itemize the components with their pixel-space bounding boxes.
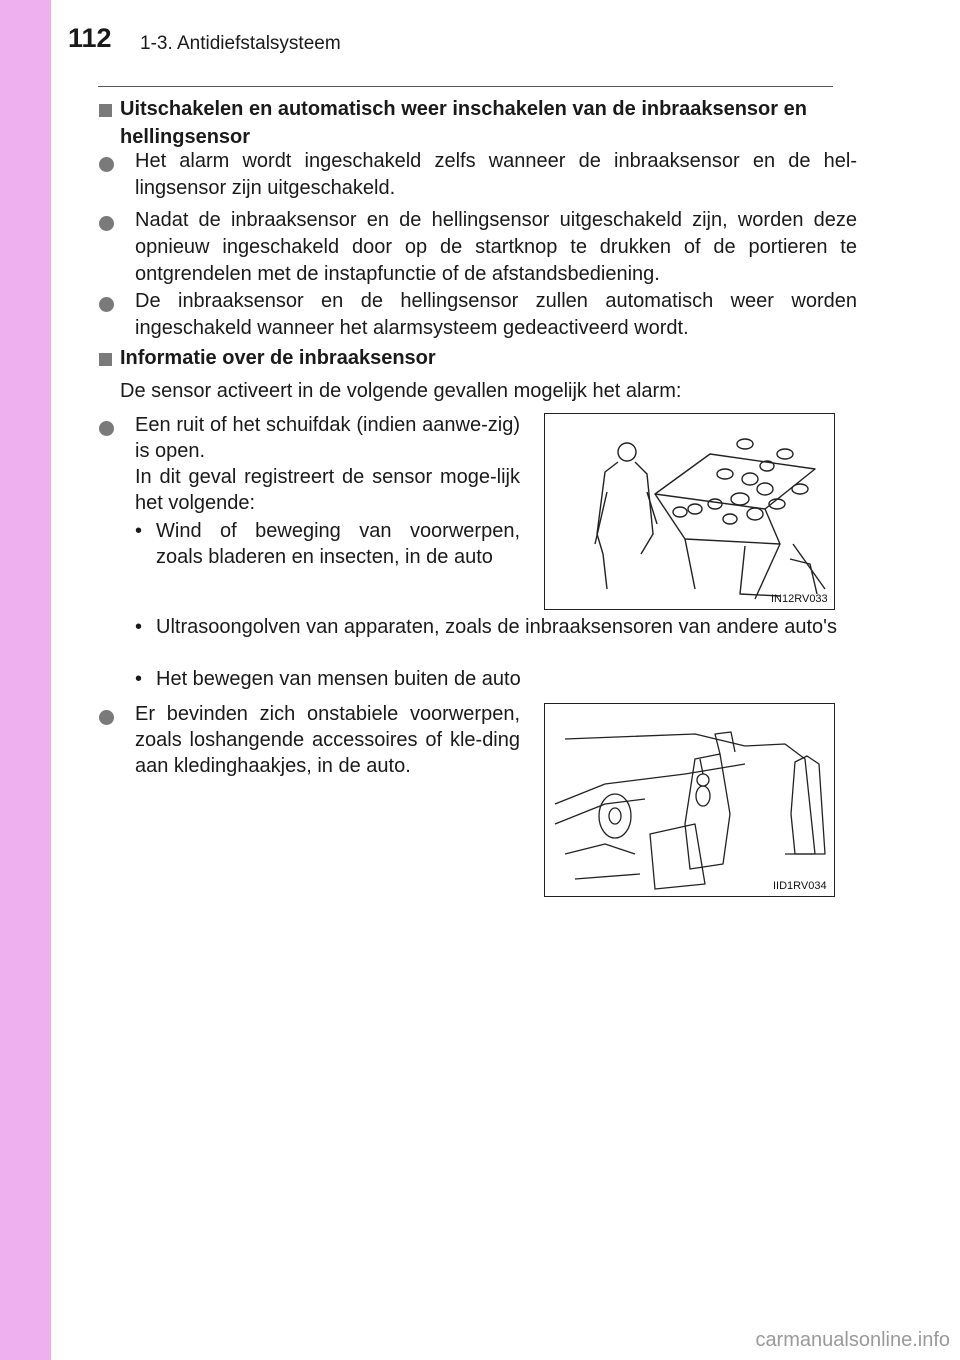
dot-bullet-icon: • (135, 520, 143, 542)
section-intro: De sensor activeert in de volgende gevallen mogelijk het alarm: (120, 380, 682, 402)
round-bullet-icon (99, 421, 114, 436)
sub-item-text: Wind of beweging van voorwerpen, zoals bladeren en insecten, in de auto (156, 520, 520, 568)
sub-list-item (135, 614, 857, 641)
sub-item-text: Het bewegen van mensen buiten de auto (156, 668, 521, 690)
list-item: Er bevinden zich onstabiele voorwerpen, zoals loshangende accessoires of kle-ding aan kledinghaakjes, in de auto. (135, 703, 520, 777)
section-title: 1-3. Antidiefstalsysteem (140, 33, 341, 54)
figure-code: IN12RV033 (771, 593, 828, 605)
square-bullet-icon (99, 104, 112, 117)
round-bullet-icon (99, 216, 114, 231)
dot-bullet-icon: • (135, 668, 143, 690)
square-bullet-icon (99, 353, 112, 366)
section-heading: Informatie over de inbraaksensor (120, 347, 436, 369)
round-bullet-icon (99, 157, 114, 172)
watermark: carmanualsonline.info (755, 1329, 950, 1351)
sub-list-item (135, 518, 520, 570)
list-item: Het alarm wordt ingeschakeld zelfs wanneer de inbraaksensor en de hel-lingsensor zijn uitgeschakeld. (135, 150, 857, 199)
round-bullet-icon (99, 297, 114, 312)
page-number: 112 (68, 23, 112, 53)
figure-code: IID1RV034 (773, 880, 827, 892)
chapter-tab-strip (0, 0, 51, 1360)
section-heading: Uitschakelen en automatisch weer inschakelen van de inbraaksensor en hellingsensor (120, 98, 807, 148)
list-item: De inbraaksensor en de hellingsensor zullen automatisch weer worden ingeschakeld wanneer het alarmsysteem gedeactiveerd wordt. (135, 290, 857, 339)
header-divider (98, 86, 833, 87)
list-item: Een ruit of het schuifdak (indien aanwe-zig) is open. (135, 414, 520, 462)
sub-list-item (135, 666, 857, 693)
leaves-on-roof-illustration (545, 414, 834, 609)
list-item: Nadat de inbraaksensor en de hellingsensor uitgeschakeld zijn, worden deze opnieuw ingeschakeld door op de startknop te drukken of de portieren te ontgrendelen met de instapfunctie of de afstandsbediening. (135, 209, 857, 285)
car-interior-illustration (545, 704, 834, 896)
sub-item-text: Ultrasoongolven van apparaten, zoals de inbraaksensoren van andere auto's (156, 616, 837, 638)
figure-leaves-roof (544, 413, 835, 610)
figure-car-interior (544, 703, 835, 897)
round-bullet-icon (99, 710, 114, 725)
dot-bullet-icon: • (135, 616, 143, 638)
list-item-continuation: In dit geval registreert de sensor moge-lijk het volgende: (135, 466, 520, 514)
